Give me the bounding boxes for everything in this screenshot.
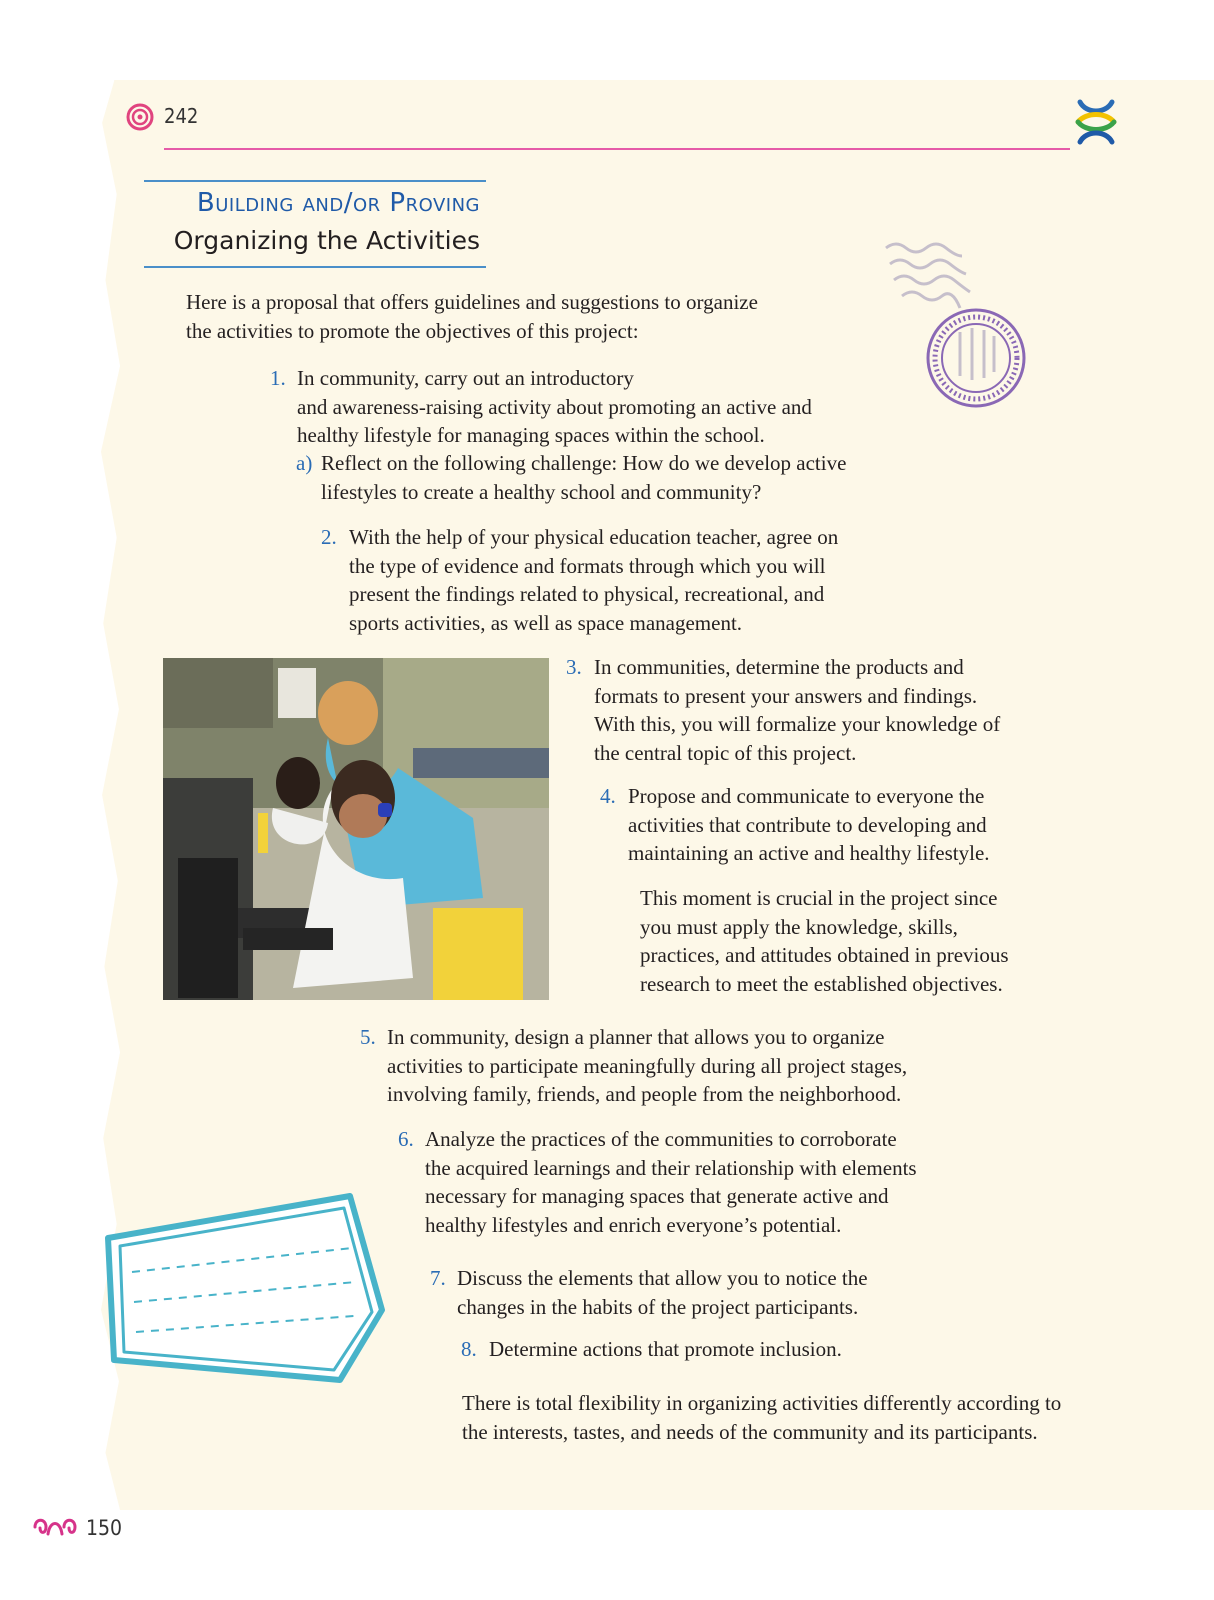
list-number: 7. xyxy=(430,1266,446,1290)
list-number: 3. xyxy=(566,655,582,679)
section-title-box xyxy=(144,180,486,268)
section-title: Building and/or Proving xyxy=(196,188,480,218)
list-number: 5. xyxy=(360,1025,376,1049)
item-4-note: This moment is crucial in the project since you must apply the knowledge, skills, practices, and attitudes obtained in previous research to meet the established objectives. xyxy=(640,886,1009,996)
list-item-text: Propose and communicate to everyone the activities that contribute to developing and maintaining an active and healthy lifestyle. xyxy=(628,784,990,865)
section-subtitle: Organizing the Activities xyxy=(173,226,480,255)
program-logo-icon xyxy=(1074,98,1118,146)
list-item-text: In community, design a planner that allows you to organize activities to participate meaningfully during all project stages, involving family, friends, and people from the neighborhood. xyxy=(387,1025,908,1106)
list-number: 6. xyxy=(398,1127,414,1151)
decorative-note-frame-icon xyxy=(100,1190,390,1390)
header-page-number: 242 xyxy=(164,104,199,128)
list-item-text: In communities, determine the products and formats to present your answers and findings. With this, you will formalize your knowledge of the central topic of this project. xyxy=(594,655,1001,765)
header-divider xyxy=(164,148,1070,150)
list-number: 4. xyxy=(600,784,616,808)
intro-paragraph: Here is a proposal that offers guidelines and suggestions to organize the activities to promote the objectives of this project: xyxy=(186,290,758,343)
list-item-text: Determine actions that promote inclusion. xyxy=(489,1337,842,1361)
decorative-stamp-icon xyxy=(880,228,1040,418)
list-item-text: Reflect on the following challenge: How do we develop active lifestyles to create a healthy school and community? xyxy=(321,451,847,504)
list-item-text: Discuss the elements that allow you to notice the changes in the habits of the project participants. xyxy=(457,1266,868,1319)
closing-paragraph: There is total flexibility in organizing activities differently according to the interests, tastes, and needs of the community and its participants. xyxy=(462,1391,1062,1444)
decorative-spiral-icon xyxy=(126,103,154,131)
list-item-text: Analyze the practices of the communities to corroborate the acquired learnings and their relationship with elements necessary for managing spaces that generate active and healthy lifestyles and enrich everyone’s potential. xyxy=(425,1127,917,1237)
footer-page-number: 150 xyxy=(86,1516,123,1540)
list-item-text: With the help of your physical education teacher, agree on the type of evidence and formats through which you will present the findings related to physical, recreational, and sports activities, as well as space management. xyxy=(349,525,839,635)
classroom-photo xyxy=(163,658,549,1000)
list-number: 1. xyxy=(270,366,286,390)
list-item-text: In community, carry out an introductory and awareness-raising activity about promoting an active and healthy lifestyle for managing spaces within the school. xyxy=(297,366,812,447)
list-number: 8. xyxy=(461,1337,477,1361)
list-number: 2. xyxy=(321,525,337,549)
footer-ornament-icon xyxy=(32,1514,78,1540)
list-letter: a) xyxy=(296,451,313,475)
